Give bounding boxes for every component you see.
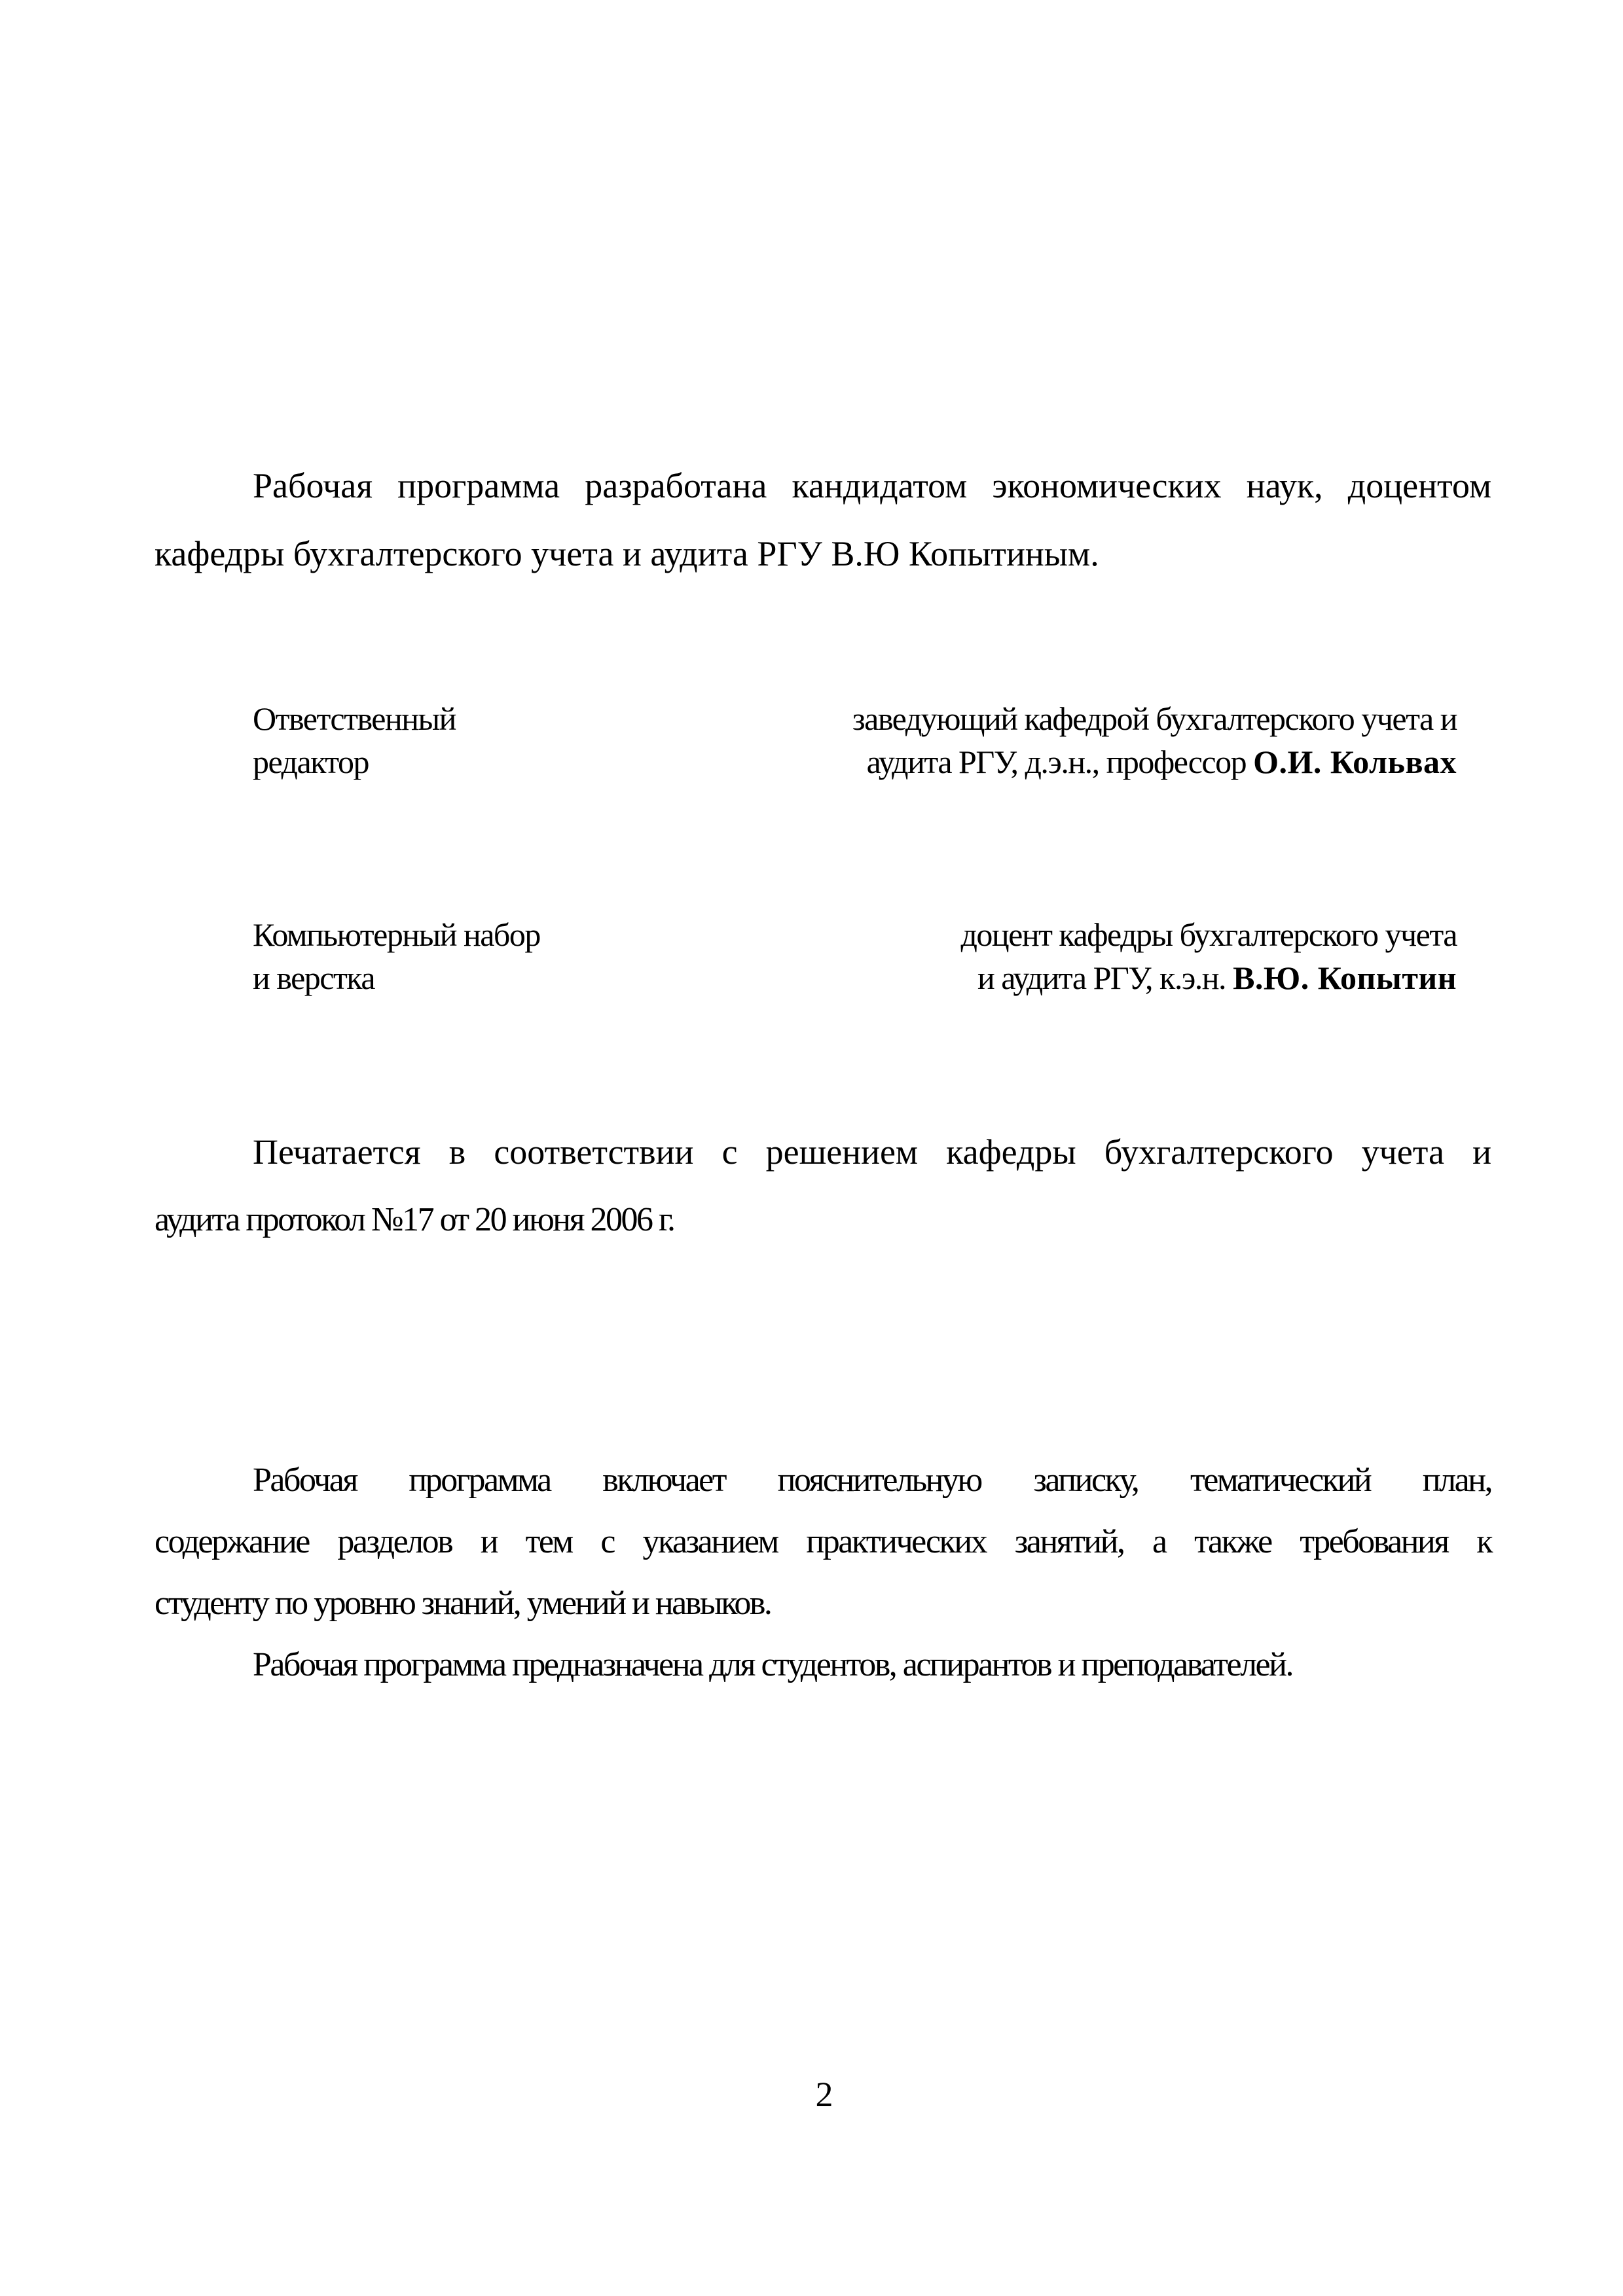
credit-editor-value-1: заведующий кафедрой бухгалтерского учета и	[852, 700, 1457, 737]
credit-typesetting-value-2	[977, 957, 1457, 999]
approval-text-1: Печатается в соответствии с решением кафедры бухгалтерского учета и	[253, 1132, 1491, 1172]
intro-line-2: кафедры бухгалтерского учета и аудита РГУ В.Ю Копытиным.	[155, 534, 1099, 573]
credit-typesetting-label-2: и верстка	[253, 960, 375, 996]
credit-typesetting-value-1: доцент кафедры бухгалтерского учета	[960, 916, 1457, 953]
credit-typesetting-position: и аудита РГУ, к.э.н.	[977, 960, 1233, 996]
credit-editor-value-2	[867, 741, 1457, 783]
intro-text-1: Рабочая программа разработана кандидатом экономических наук, доцентом	[253, 466, 1491, 505]
credit-editor-label-1: Ответственный	[253, 700, 456, 737]
description-text-4: Рабочая программа предназначена для студентов, аспирантов и преподавателей.	[253, 1646, 1292, 1683]
credit-typesetting-label-1: Компьютерный набор	[253, 916, 540, 953]
credit-editor-name: О.И. Кольвах	[1253, 744, 1457, 780]
description-line-3: студенту по уровню знаний, умений и навыков.	[155, 1585, 771, 1622]
credit-typesetting-name: В.Ю. Копытин	[1233, 960, 1457, 996]
intro-line-1	[155, 452, 1491, 520]
description-text-1: Рабочая программа включает пояснительную записку, тематический план,	[253, 1462, 1491, 1499]
credit-editor-label-2: редактор	[253, 744, 369, 780]
page-number: 2	[815, 2075, 833, 2114]
description-line-1	[155, 1446, 1491, 1515]
approval-line-1	[155, 1118, 1491, 1186]
approval-line-2: аудита протокол №17 от 20 июня 2006 г.	[155, 1201, 674, 1238]
credit-editor-position: аудита РГУ, д.э.н., профессор	[866, 744, 1254, 780]
description-line-2: содержание разделов и тем с указанием практических занятий, а также требования к	[155, 1523, 1491, 1560]
description-line-4	[155, 1631, 1491, 1699]
